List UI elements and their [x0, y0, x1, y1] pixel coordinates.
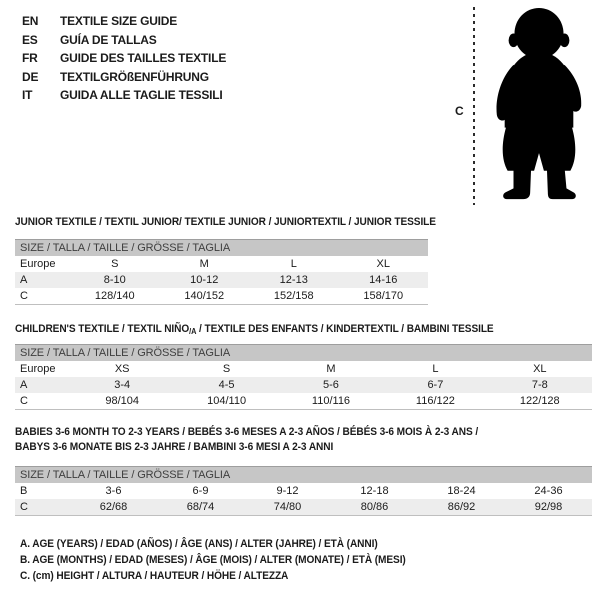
table-cell: 24-36 [534, 485, 563, 497]
table-cell: 110/116 [311, 395, 351, 407]
table-cell: L [432, 363, 439, 375]
footnote-b [20, 552, 439, 568]
table-row [15, 361, 592, 377]
babies-table-title-line2: BABYS 3-6 MONATE BIS 2-3 JAHRE / BAMBINI 3-6 MESI A 2-3 ANNI [15, 441, 334, 453]
language-label: TEXTILGRÖßENFÜHRUNG [60, 69, 209, 84]
babies-table-title-line1: BABIES 3-6 MONTH TO 2-3 YEARS / BEBÉS 3-6 MESES A 2-3 AÑOS / BÉBÉS 3-6 MOIS À 2-3 ANS / [15, 426, 479, 438]
junior-table-title-text: JUNIOR TEXTILE / TEXTIL JUNIOR/ TEXTILE JUNIOR / JUNIORTEXTIL / JUNIOR TESSILE [15, 216, 436, 228]
footnote-c-text: C. (cm) HEIGHT / ALTURA / HAUTEUR / HÖHE / ALTEZZA [20, 570, 289, 582]
language-row-fr [22, 49, 226, 68]
table-row [15, 499, 592, 515]
size-header-row: SIZE / TALLA / TAILLE / GRÖSSE / TAGLIA [15, 344, 592, 361]
table-cell: 158/170 [363, 290, 404, 302]
footnote-a-text: A. AGE (YEARS) / EDAD (AÑOS) / ÂGE (ANS) / ALTER (JAHRE) / ETÀ (ANNI) [20, 538, 378, 550]
table-cell: 122/128 [519, 395, 560, 407]
table-cell: 4-5 [218, 379, 235, 391]
table-cell: L [290, 258, 297, 270]
babies-table-title [15, 425, 518, 455]
language-code: FR [22, 51, 38, 65]
table-cell: 68/74 [186, 501, 215, 513]
language-code: EN [22, 14, 39, 28]
table-row [15, 377, 592, 393]
row-label: B [20, 485, 28, 497]
table-cell: S [222, 363, 231, 375]
table-cell: 3-4 [114, 379, 131, 391]
children-title-sub: /A [189, 327, 197, 336]
table-cell: M [326, 363, 336, 375]
table-cell: 80/86 [360, 501, 389, 513]
table-row [15, 272, 428, 288]
table-cell: XL [533, 363, 547, 375]
table-row [15, 393, 592, 409]
table-cell: 18-24 [447, 485, 476, 497]
children-title-pre: CHILDREN'S TEXTILE / TEXTIL NIÑO [15, 323, 190, 335]
height-dashed-line [473, 7, 475, 205]
row-label: Europe [20, 363, 56, 375]
table-cell: 7-8 [531, 379, 548, 391]
footnote-c [20, 568, 439, 584]
table-cell: 62/68 [99, 501, 128, 513]
junior-size-table [15, 239, 428, 305]
table-cell: 6-7 [427, 379, 444, 391]
table-cell: 92/98 [534, 501, 563, 513]
table-cell: 86/92 [447, 501, 476, 513]
language-label: GUIDA ALLE TAGLIE TESSILI [60, 88, 223, 102]
table-row [15, 483, 592, 499]
table-row [15, 256, 428, 272]
table-cell: 12-13 [279, 274, 308, 286]
baby-silhouette-icon [480, 6, 598, 208]
language-row-it [22, 86, 226, 105]
table-cell: M [199, 258, 209, 270]
table-cell: XL [376, 258, 390, 270]
footnotes [20, 536, 439, 584]
table-cell: 104/110 [207, 395, 247, 407]
row-label: A [20, 274, 28, 286]
language-label: GUIDE DES TAILLES TEXTILE [60, 51, 227, 65]
row-label: A [20, 379, 28, 391]
children-table-title-text [15, 322, 494, 339]
table-cell: 9-12 [276, 485, 299, 497]
table-row [15, 288, 428, 304]
footnote-b-text: B. AGE (MONTHS) / EDAD (MESES) / ÂGE (MOIS) / ALTER (MONATE) / ETÀ (MESI) [20, 554, 406, 566]
table-cell: 14-16 [369, 274, 398, 286]
table-cell: XS [114, 363, 130, 375]
table-cell: S [111, 258, 119, 270]
size-header-row: SIZE / TALLA / TAILLE / GRÖSSE / TAGLIA [15, 239, 428, 256]
language-code: ES [22, 32, 38, 47]
children-size-table [15, 344, 592, 410]
table-cell: 6-9 [192, 485, 209, 497]
language-list [22, 12, 226, 105]
children-table-title [15, 322, 535, 339]
table-cell: 74/80 [273, 501, 302, 513]
table-cell: 140/152 [184, 290, 225, 302]
language-row-en [22, 12, 226, 31]
table-cell: 8-10 [103, 274, 126, 286]
babies-size-table [15, 466, 592, 516]
language-label: GUÍA DE TALLAS [60, 32, 157, 47]
height-measure-label: C [455, 104, 464, 118]
language-row-es [22, 31, 226, 50]
footnote-a [20, 536, 439, 552]
language-code: DE [22, 69, 39, 84]
language-row-de [22, 68, 226, 87]
children-title-post: / TEXTILE DES ENFANTS / KINDERTEXTIL / BAMBINI TESSILE [196, 323, 494, 335]
table-cell: 116/122 [415, 395, 455, 407]
row-label: Europe [20, 258, 56, 270]
table-cell: 10-12 [190, 274, 219, 286]
table-cell: 98/104 [105, 395, 140, 407]
language-code: IT [22, 88, 33, 102]
size-header-row: SIZE / TALLA / TAILLE / GRÖSSE / TAGLIA [15, 466, 592, 483]
row-label: C [20, 501, 28, 513]
table-cell: 12-18 [360, 485, 389, 497]
table-cell: 128/140 [94, 290, 135, 302]
junior-table-title [15, 215, 473, 230]
language-label: TEXTILE SIZE GUIDE [60, 14, 178, 28]
table-cell: 5-6 [323, 379, 339, 391]
table-cell: 3-6 [105, 485, 122, 497]
row-label: C [20, 395, 28, 407]
row-label: C [20, 290, 28, 302]
table-cell: 152/158 [273, 290, 314, 302]
